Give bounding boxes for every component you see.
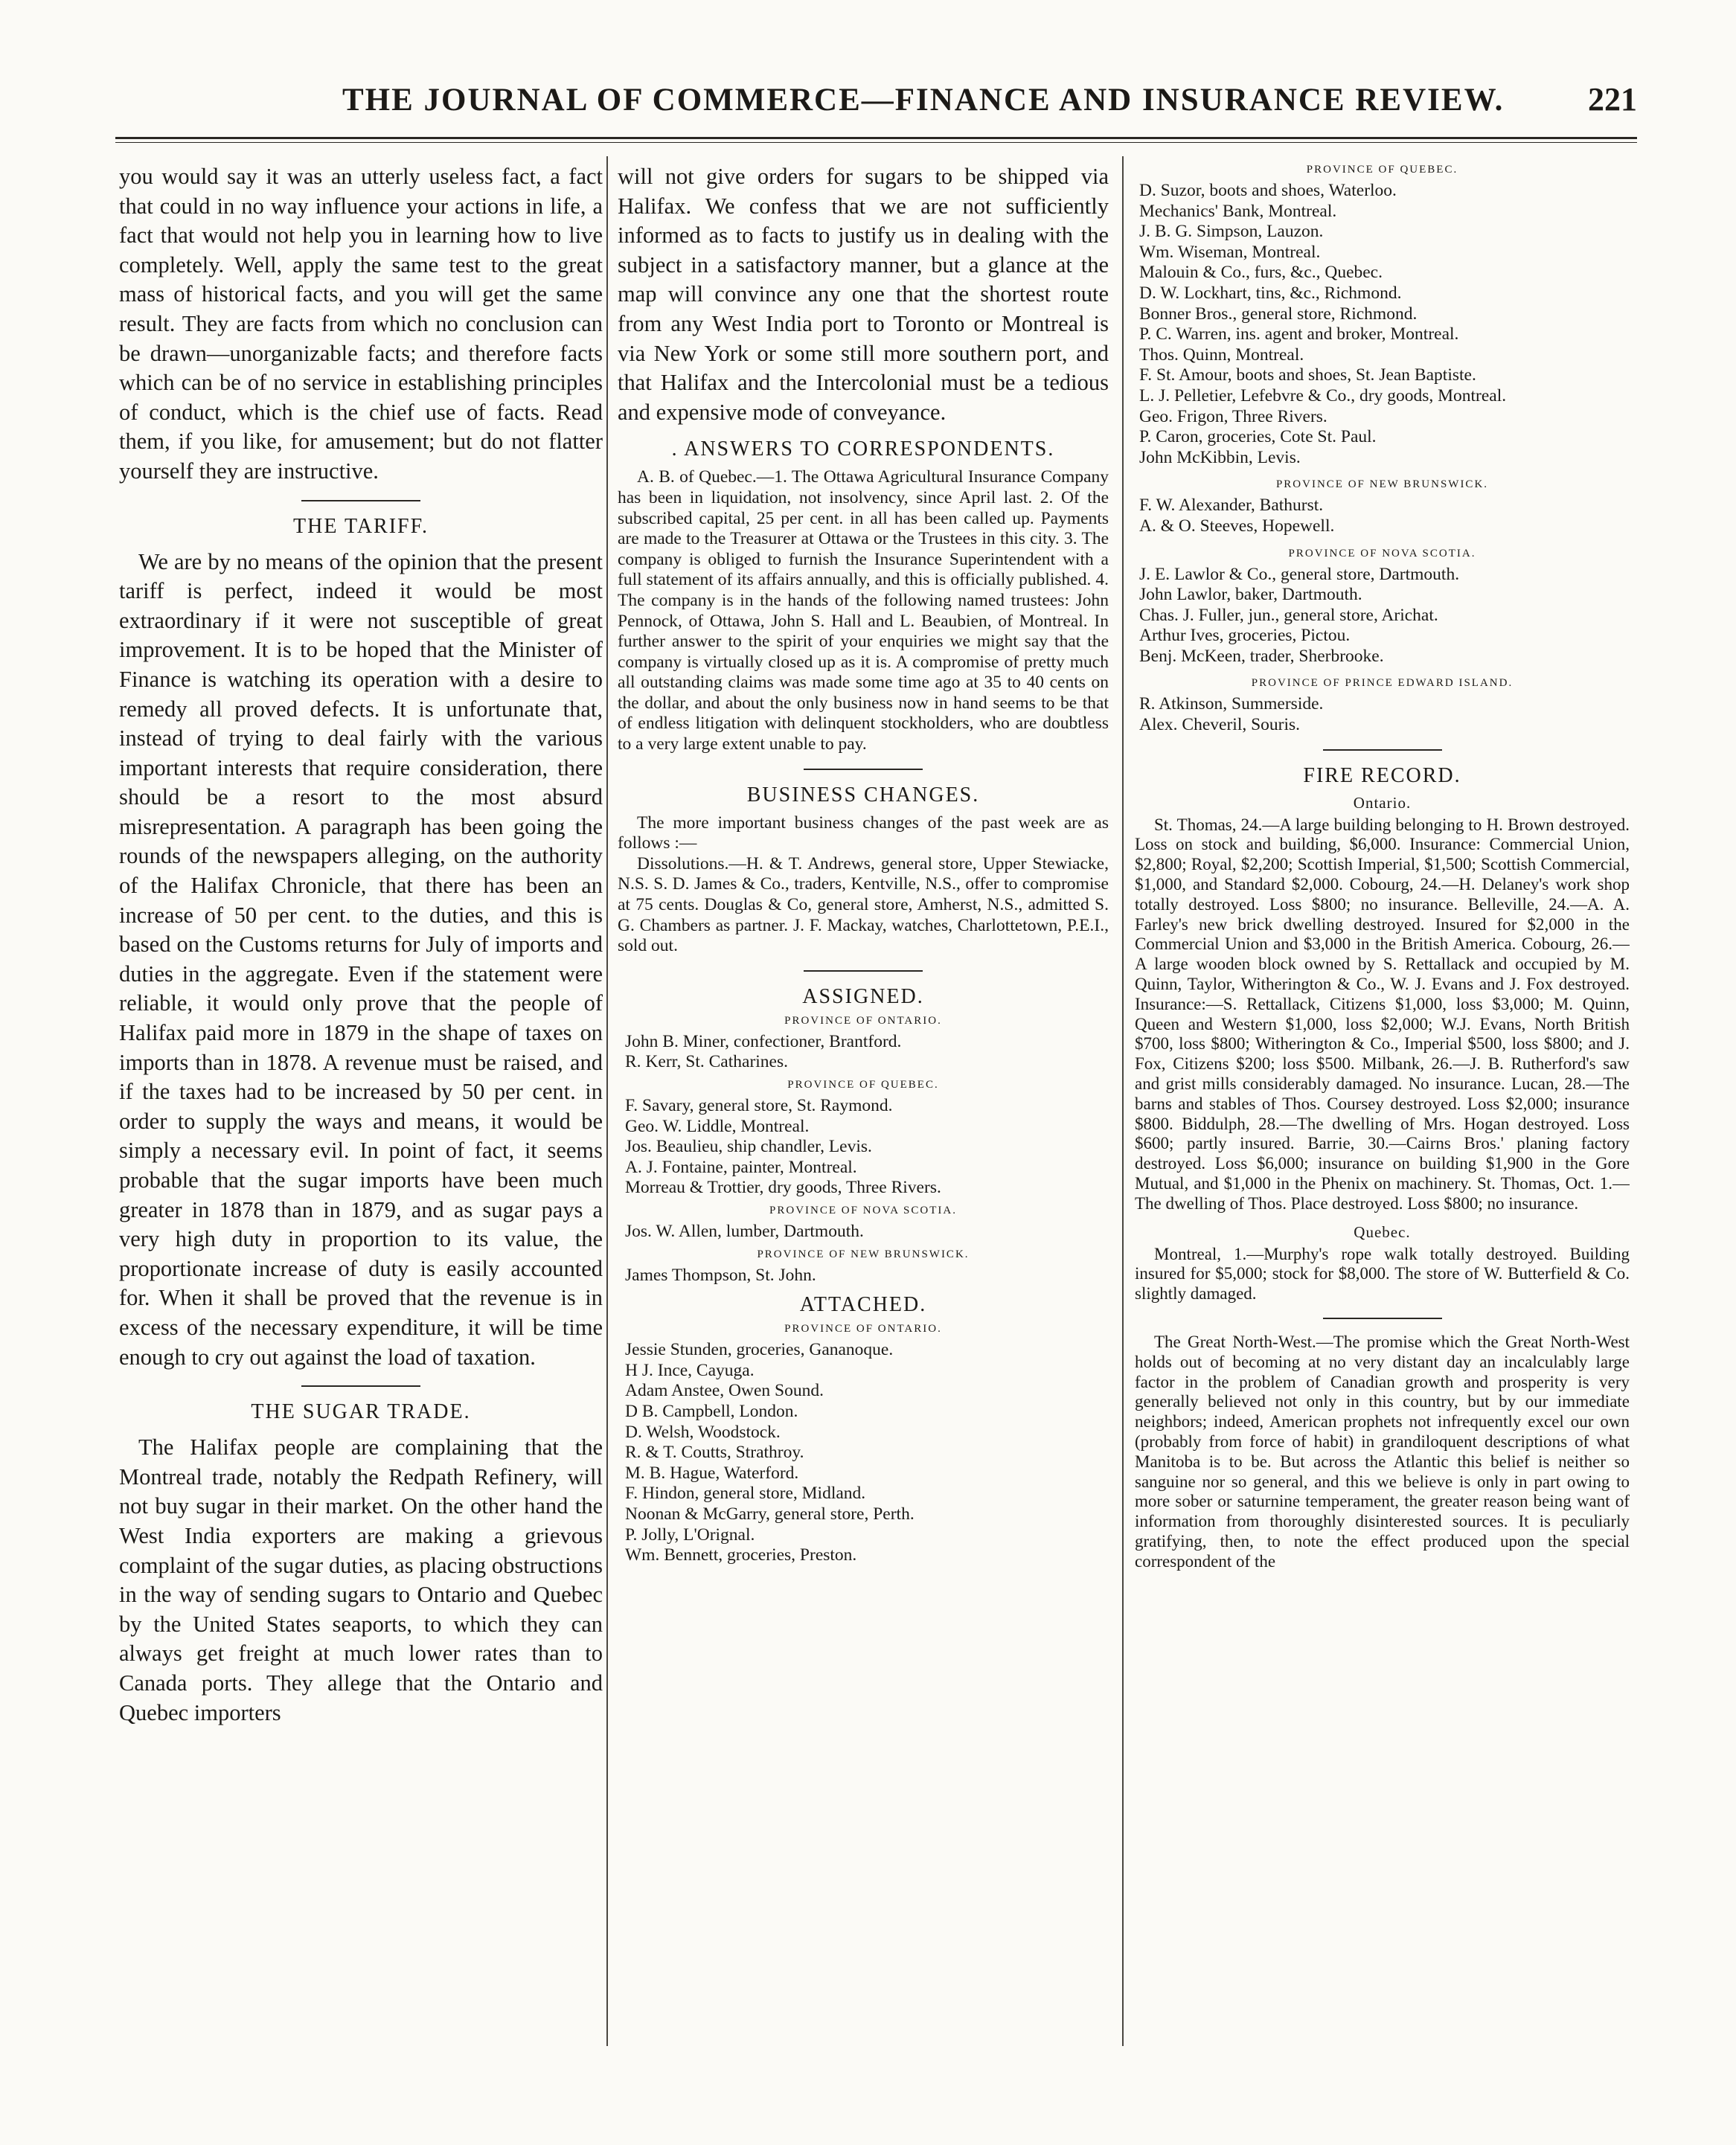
sugar-heading: THE SUGAR TRADE.	[251, 1400, 471, 1424]
list-item: Wm. Wiseman, Montreal.	[1139, 242, 1321, 262]
list-item: J. B. G. Simpson, Lauzon.	[1139, 222, 1324, 242]
attached-heading: ATTACHED.	[799, 1293, 927, 1317]
column-1	[119, 162, 603, 2052]
list-item: F. Savary, general store, St. Raymond.	[625, 1096, 893, 1115]
list-item: A. & O. Steeves, Hopewell.	[1139, 516, 1335, 536]
list-item: M. B. Hague, Waterford.	[625, 1463, 799, 1483]
fire-record-quebec: Montreal, 1.—Murphy's rope walk totally destroyed. Building insured for $5,000; stock for $8,000. The store of W. Butterfield & Co. slightly damaged.	[1135, 1244, 1630, 1304]
answers-article: A. B. of Quebec.—1. The Ottawa Agricultural Insurance Company has been in liquidation, not insolvency, since April last. 2. Of the subscribed capital, 25 per cent. in all has been called up. Payments are made to the Treasurer at Ottawa or the Trustees in this city. 3. The company is obliged to furnish the Insurance Superintendent with a full statement of its affairs annually, and this is officially published. 4. The company is in the hands of the following named trustees: John Pennock, of Ottawa, John S. Hall and L. Beaubien, of Montreal. In further answer to the spirit of your enquiries we might say that the company is virtually closed up as it is. A compromise of pretty much all outstanding claims was made some time ago at 35 to 40 cents on the dollar, and about the only business now in hand seems to be that of endless litigation with delinquent stockholders, who are doubtless to a very large extent unable to pay.	[618, 467, 1109, 754]
intro-paragraph: you would say it was an utterly useless fact, a fact that could in no way influence your actions in life, a fact that would not help you in learning how to live completely. Well, apply the same test to the great mass of historical facts, and you will get the same result. They are facts from which no conclusion can be drawn—unorganizable facts; and therefore facts which can be of no service in establishing principles of conduct, which is the chief use of facts. Read them, if you like, for amusement; but do not flatter yourself they are instructive.	[119, 164, 603, 484]
list-item: John B. Miner, confectioner, Brantford.	[625, 1031, 902, 1051]
list-item: Jessie Stunden, groceries, Gananoque.	[625, 1340, 894, 1360]
list-item: Bonner Bros., general store, Richmond.	[1139, 304, 1418, 324]
list-item: Mechanics' Bank, Montreal.	[1139, 201, 1337, 221]
list-item: D. Suzor, boots and shoes, Waterloo.	[1139, 181, 1397, 200]
list-item: Benj. McKeen, trader, Sherbrooke.	[1139, 646, 1384, 666]
list-item: Morreau & Trottier, dry goods, Three Rivers.	[625, 1178, 941, 1198]
section-divider	[301, 500, 420, 501]
list-item: Jos. W. Allen, lumber, Dartmouth.	[625, 1221, 864, 1241]
list-item: John Lawlor, baker, Dartmouth.	[1139, 585, 1362, 605]
fire-record-ontario: St. Thomas, 24.—A large building belonging to H. Brown destroyed. Loss on stock and building, $6,000. Insurance: Commercial Union, $2,800; Royal, $2,200; Scottish Imperial, $1,500; Scottish Commercial, $1,000, and Standard $2,000. Cobourg, 24.—H. Delaney's work shop totally destroyed. Loss $800; no insurance. Belleville, 24.—A. A. Farley's new brick dwelling destroyed. Insured for $2,000 in the Commercial Union and $3,000 in the British America. Cobourg, 26.—A large wooden block owned by S. Rettallack and occupied by M. Quinn, Taylor, Witherington & Co., W. J. Evans and J. Fox destroyed. Insurance:—S. Rettallack, Citizens $1,000, loss $3,000; M. Quinn, Queen and Western $1,000, loss $2,000; W.J. Evans, North British $700, loss $800; Witherington & Co., Imperial $500, loss $800; and J. Fox, Citizens $200; loss $500. Milbank, 26.—J. B. Rutherford's saw and grist mills considerably damaged. No insurance. Lucan, 28.—The barns and stables of Thos. Coursey destroyed. Loss $2,000; insurance $800. Biddulph, 28.—The dwelling of Mrs. Hogan destroyed. Loss $600; partly insured. Barrie, 30.—Cairns Bros.' planing factory destroyed. Loss $6,000; insurance on building $1,900 in the Gore Mutual, and $1,000 in the Phenix on machinery. St. Thomas, Oct. 1.—The dwelling of Thos. Place destroyed. Loss $800; no insurance.	[1135, 815, 1630, 1213]
page-header	[112, 74, 1637, 126]
province-label: PROVINCE OF NEW BRUNSWICK.	[1275, 478, 1489, 491]
section-divider	[804, 769, 923, 770]
section-divider	[1323, 1318, 1442, 1319]
fire-record-heading: FIRE RECORD.	[1303, 763, 1461, 787]
list-item: D. W. Lockhart, tins, &c., Richmond.	[1139, 283, 1402, 303]
list-item: Geo. W. Liddle, Montreal.	[625, 1116, 810, 1136]
list-item: Thos. Quinn, Montreal.	[1139, 344, 1304, 365]
section-divider	[804, 970, 923, 972]
header-rule	[115, 137, 1637, 143]
list-item: Adam Anstee, Owen Sound.	[625, 1381, 824, 1401]
list-item: D. Welsh, Woodstock.	[625, 1422, 781, 1442]
sugar-article: The Halifax people are complaining that the Montreal trade, notably the Redpath Refinery, will not buy sugar in their market. On the other hand the West India exporters are making a grievous complaint of the sugar duties, as placing obstructions in the way of sending sugars to Ontario and Quebec by the United States seaports, to which they can always get freight at much lower rates than to Canada ports. They allege that the Ontario and Quebec importers	[119, 1434, 603, 1725]
list-item: Chas. J. Fuller, jun., general store, Arichat.	[1139, 605, 1438, 625]
list-item: Wm. Bennett, groceries, Preston.	[625, 1545, 857, 1565]
list-item: Noonan & McGarry, general store, Perth.	[625, 1504, 915, 1524]
list-item: Arthur Ives, groceries, Pictou.	[1139, 626, 1351, 646]
list-item: P. Caron, groceries, Cote St. Paul.	[1139, 427, 1377, 447]
province-label: PROVINCE OF ONTARIO.	[784, 1323, 942, 1336]
list-item: J. E. Lawlor & Co., general store, Dartmouth.	[1139, 564, 1460, 584]
list-item: Alex. Cheveril, Souris.	[1139, 715, 1301, 735]
column-2	[618, 162, 1109, 2052]
province-label: PROVINCE OF QUEBEC.	[787, 1079, 939, 1091]
column-3	[1135, 162, 1630, 2037]
tariff-article: We are by no means of the opinion that the present tariff is perfect, indeed it would be most extraordinary if it were not susceptible of great improvement. It is to be hoped that the Minister of Finance is watching its operation with a desire to remedy all proved defects. It is unfortunate that, instead of trying to deal fairly with the various important interests that require consideration, there should be a resort to the most absurd misrepresentation. A paragraph has been going the rounds of the newspapers alleging, on the authority of the Halifax Chronicle, that there has been an increase of 50 per cent. to the duties, and this is based on the Customs returns for July of imports and duties in the aggregate. Even if the statement were reliable, it would only prove that the people of Halifax paid more in 1879 in the shape of taxes on imports than in 1878. A revenue must be raised, and if the taxes had to be increased by 50 per cent. in order to supply the ways and means, it would be simply a necessary evil. In point of fact, it seems probable that the sugar imports have been much greater in 1878 than in 1879, and as sugar pays a very high duty in proportion to its value, the proportionate increase of duty is easily accounted for. When it shall be proved that the revenue is in excess of the necessary expenditure, it will be time enough to cry out against the load of taxation.	[119, 548, 603, 1370]
province-label: PROVINCE OF QUEBEC.	[1306, 164, 1458, 176]
list-item: John McKibbin, Levis.	[1139, 447, 1301, 467]
list-item: P. Jolly, L'Orignal.	[625, 1524, 755, 1545]
business-heading: BUSINESS CHANGES.	[746, 783, 980, 807]
column-rule	[1122, 156, 1124, 2046]
list-item: F. St. Amour, boots and shoes, St. Jean Baptiste.	[1139, 365, 1476, 385]
list-item: L. J. Pelletier, Lefebvre & Co., dry goods, Montreal.	[1139, 385, 1507, 405]
province-label: PROVINCE OF ONTARIO.	[784, 1014, 942, 1027]
list-item: R. Kerr, St. Catharines.	[625, 1052, 789, 1072]
masthead-title: THE JOURNAL OF COMMERCE—FINANCE AND INSURANCE REVIEW.	[342, 83, 1505, 118]
answers-heading: . ANSWERS TO CORRESPONDENTS.	[671, 437, 1055, 461]
list-item: James Thompson, St. John.	[625, 1265, 816, 1285]
list-item: Malouin & Co., furs, &c., Quebec.	[1139, 263, 1383, 283]
column-rule	[606, 156, 608, 2046]
province-label: PROVINCE OF PRINCE EDWARD ISLAND.	[1251, 677, 1514, 690]
region-label: Quebec.	[1354, 1222, 1411, 1241]
region-label: Ontario.	[1353, 793, 1412, 812]
list-item: Geo. Frigon, Three Rivers.	[1139, 406, 1327, 426]
assigned-heading: ASSIGNED.	[802, 984, 924, 1008]
province-label: PROVINCE OF NOVA SCOTIA.	[769, 1204, 957, 1216]
business-intro: The more important business changes of the past week are as follows :—	[618, 812, 1109, 853]
list-item: R. & T. Coutts, Strathroy.	[625, 1443, 804, 1463]
page-number: 221	[1588, 81, 1637, 118]
province-label: PROVINCE OF NEW BRUNSWICK.	[757, 1248, 970, 1260]
list-item: D B. Campbell, London.	[625, 1401, 798, 1421]
list-item: F. W. Alexander, Bathurst.	[1139, 496, 1324, 516]
business-article: Dissolutions.—H. & T. Andrews, general store, Upper Stewiacke, N.S. S. D. James & Co., traders, Kentville, N.S., offer to compromise at 75 cents. Douglas & Co, general store, Amherst, N.S., admitted S. G. Chambers as partner. J. F. Mackay, watches, Charlottetown, P.E.I., sold out.	[618, 853, 1109, 956]
list-item: R. Atkinson, Summerside.	[1139, 694, 1324, 714]
list-item: H J. Ince, Cayuga.	[625, 1360, 755, 1380]
list-item: A. J. Fontaine, painter, Montreal.	[625, 1157, 857, 1177]
list-item: F. Hindon, general store, Midland.	[625, 1484, 866, 1504]
sugar-article-continued: will not give orders for sugars to be shipped via Halifax. We confess that we are not sufficiently informed as to facts to justify us in dealing with the subject in a satisfactory manner, but a glance at the map will convince any one that the shortest route from any West India port to Toronto or Montreal is via New York or some still more southern port, and that Halifax and the Intercolonial must be a tedious and expensive mode of conveyance.	[618, 164, 1109, 425]
north-west-article: The Great North-West.—The promise which the Great North-West holds out of becoming at no very distant day an incalculably large factor in the problem of Canadian growth and prosperity is very generally believed not only in this country, but by our immediate neighbors; indeed, American prophets not infrequently excel our own (probably from force of habit) in grandiloquent descriptions of what Manitoba is to be. But across the Atlantic this belief is neither so sanguine nor so general, and this we believe is only in part owing to more sober or saturnine temperament, the greater reason being want of information from thoroughly disinterested sources. It is peculiarly gratifying, then, to note the effect produced upon the special correspondent of the	[1135, 1332, 1630, 1571]
section-divider	[1323, 749, 1442, 751]
province-label: PROVINCE OF NOVA SCOTIA.	[1288, 547, 1476, 560]
list-item: Jos. Beaulieu, ship chandler, Levis.	[625, 1137, 872, 1157]
tariff-heading: THE TARIFF.	[293, 514, 429, 538]
section-divider	[301, 1385, 420, 1387]
list-item: P. C. Warren, ins. agent and broker, Montreal.	[1139, 324, 1459, 344]
